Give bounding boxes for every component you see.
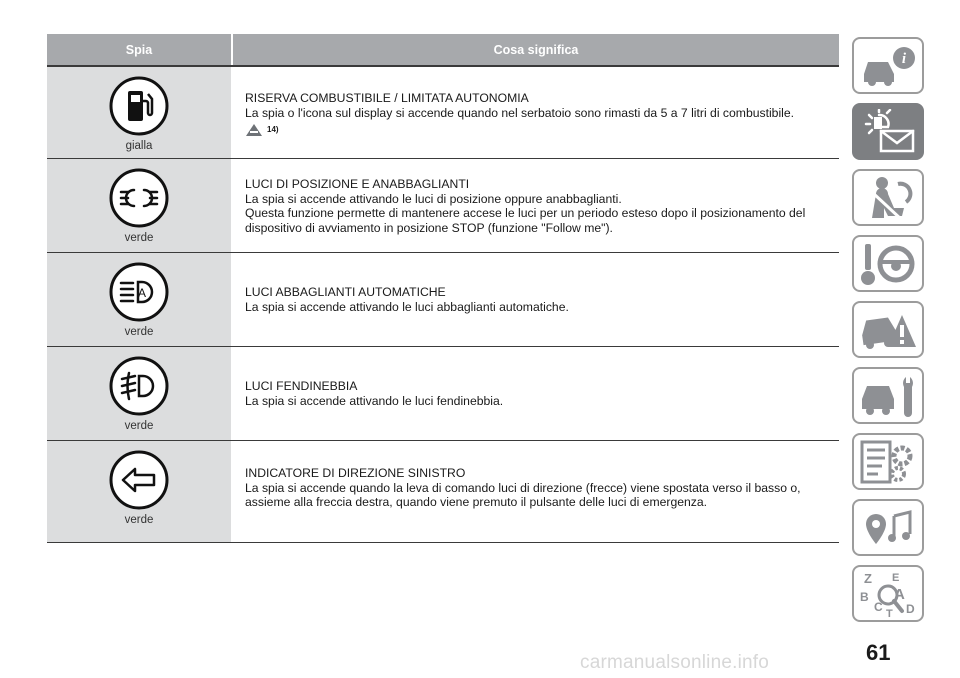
tab-alphabetical-index[interactable] — [852, 565, 924, 622]
icon-cell — [47, 159, 231, 252]
row-description: La spia si accende attivando le luci abbaglianti automatiche. — [245, 299, 569, 314]
row-description-extra: Questa funzione permette di mantenere accese le luci per un periodo esteso dopo il posizionamento del dispositivo di avviamento in posizione STOP (funzione "Follow me"). — [245, 206, 806, 235]
meaning-cell — [231, 253, 839, 346]
tab-car-info[interactable] — [852, 37, 924, 94]
row-title: LUCI DI POSIZIONE E ANABBAGLIANTI — [245, 177, 470, 191]
row-description: La spia o l'icona sul display si accende quando nel serbatoio sono rimasti da 5 a 7 litri di combustibile. — [245, 105, 795, 120]
page-number: 61 — [866, 640, 891, 665]
alphabetical-index-icon — [858, 569, 918, 619]
header-cosa-significa: Cosa significa — [233, 34, 839, 65]
color-label: verde — [124, 326, 154, 338]
index-letter: Z — [864, 570, 872, 586]
warning-light-message-icon — [857, 109, 919, 155]
tab-safety[interactable] — [852, 169, 924, 226]
multimedia-music-icon — [858, 504, 918, 552]
row-description: La spia si accende attivando le luci fendinebbia. — [245, 393, 504, 408]
table-row — [47, 67, 839, 159]
index-letter: B — [860, 589, 869, 604]
chapter-tabs — [852, 37, 926, 631]
table-row — [47, 159, 839, 253]
tab-starting-driving[interactable] — [852, 235, 924, 292]
technical-data-gears-icon — [858, 438, 918, 486]
row-description: La spia si accende quando la leva di comando luci di direzione (frecce) viene spostata verso il basso o, assieme alla freccia destra, quando viene premuto il pulsante delle luci di emergenza. — [245, 480, 801, 509]
auto-high-beam-icon — [108, 261, 170, 323]
color-label: verde — [124, 232, 154, 244]
color-label: verde — [124, 514, 154, 526]
header-spia: Spia — [47, 34, 231, 65]
meaning-cell — [231, 441, 839, 542]
tab-maintenance[interactable] — [852, 367, 924, 424]
row-title: INDICATORE DI DIREZIONE SINISTRO — [245, 466, 466, 480]
car-emergency-icon — [858, 307, 918, 353]
row-title: RISERVA COMBUSTIBILE / LIMITATA AUTONOMIA — [245, 91, 529, 105]
table-header — [47, 34, 839, 67]
index-letter: D — [906, 601, 915, 616]
tab-emergency[interactable] — [852, 301, 924, 358]
meaning-cell — [231, 347, 839, 440]
car-info-icon — [858, 44, 918, 88]
index-letter: C — [874, 599, 883, 614]
tab-multimedia[interactable] — [852, 499, 924, 556]
index-letter: E — [892, 571, 900, 584]
warning-lights-table — [47, 34, 839, 543]
position-low-beam-lights-icon — [108, 167, 170, 229]
icon-cell — [47, 67, 231, 158]
color-label: verde — [124, 420, 154, 432]
icon-cell — [47, 441, 231, 542]
warning-reference — [245, 123, 829, 138]
left-turn-arrow-icon — [108, 449, 170, 511]
row-title: LUCI ABBAGLIANTI AUTOMATICHE — [245, 285, 446, 299]
table-row — [47, 253, 839, 347]
row-title: LUCI FENDINEBBIA — [245, 379, 358, 393]
icon-cell — [47, 253, 231, 346]
fog-light-icon — [108, 355, 170, 417]
fuel-pump-icon — [108, 75, 170, 137]
color-label: gialla — [125, 140, 153, 152]
watermark: carmanualsonline.info — [580, 652, 770, 673]
index-letter: A — [894, 585, 905, 603]
icon-cell — [47, 347, 231, 440]
warning-triangle-icon — [245, 123, 263, 137]
row-description: La spia si accende attivando le luci di posizione oppure anabbaglianti. — [245, 191, 622, 206]
svg-text:A: A — [137, 286, 147, 300]
table-row — [47, 347, 839, 441]
index-letter: T — [886, 607, 893, 619]
svg-text:i: i — [901, 50, 907, 67]
car-maintenance-wrench-icon — [858, 373, 918, 419]
meaning-cell — [231, 159, 839, 252]
tab-technical-data[interactable] — [852, 433, 924, 490]
tab-warning-lights-messages[interactable] — [852, 103, 924, 160]
safety-seatbelt-airbag-icon — [858, 174, 918, 222]
key-steering-wheel-icon — [858, 240, 918, 288]
meaning-cell — [231, 67, 839, 158]
reference-number: 14) — [267, 125, 279, 134]
table-row — [47, 441, 839, 543]
